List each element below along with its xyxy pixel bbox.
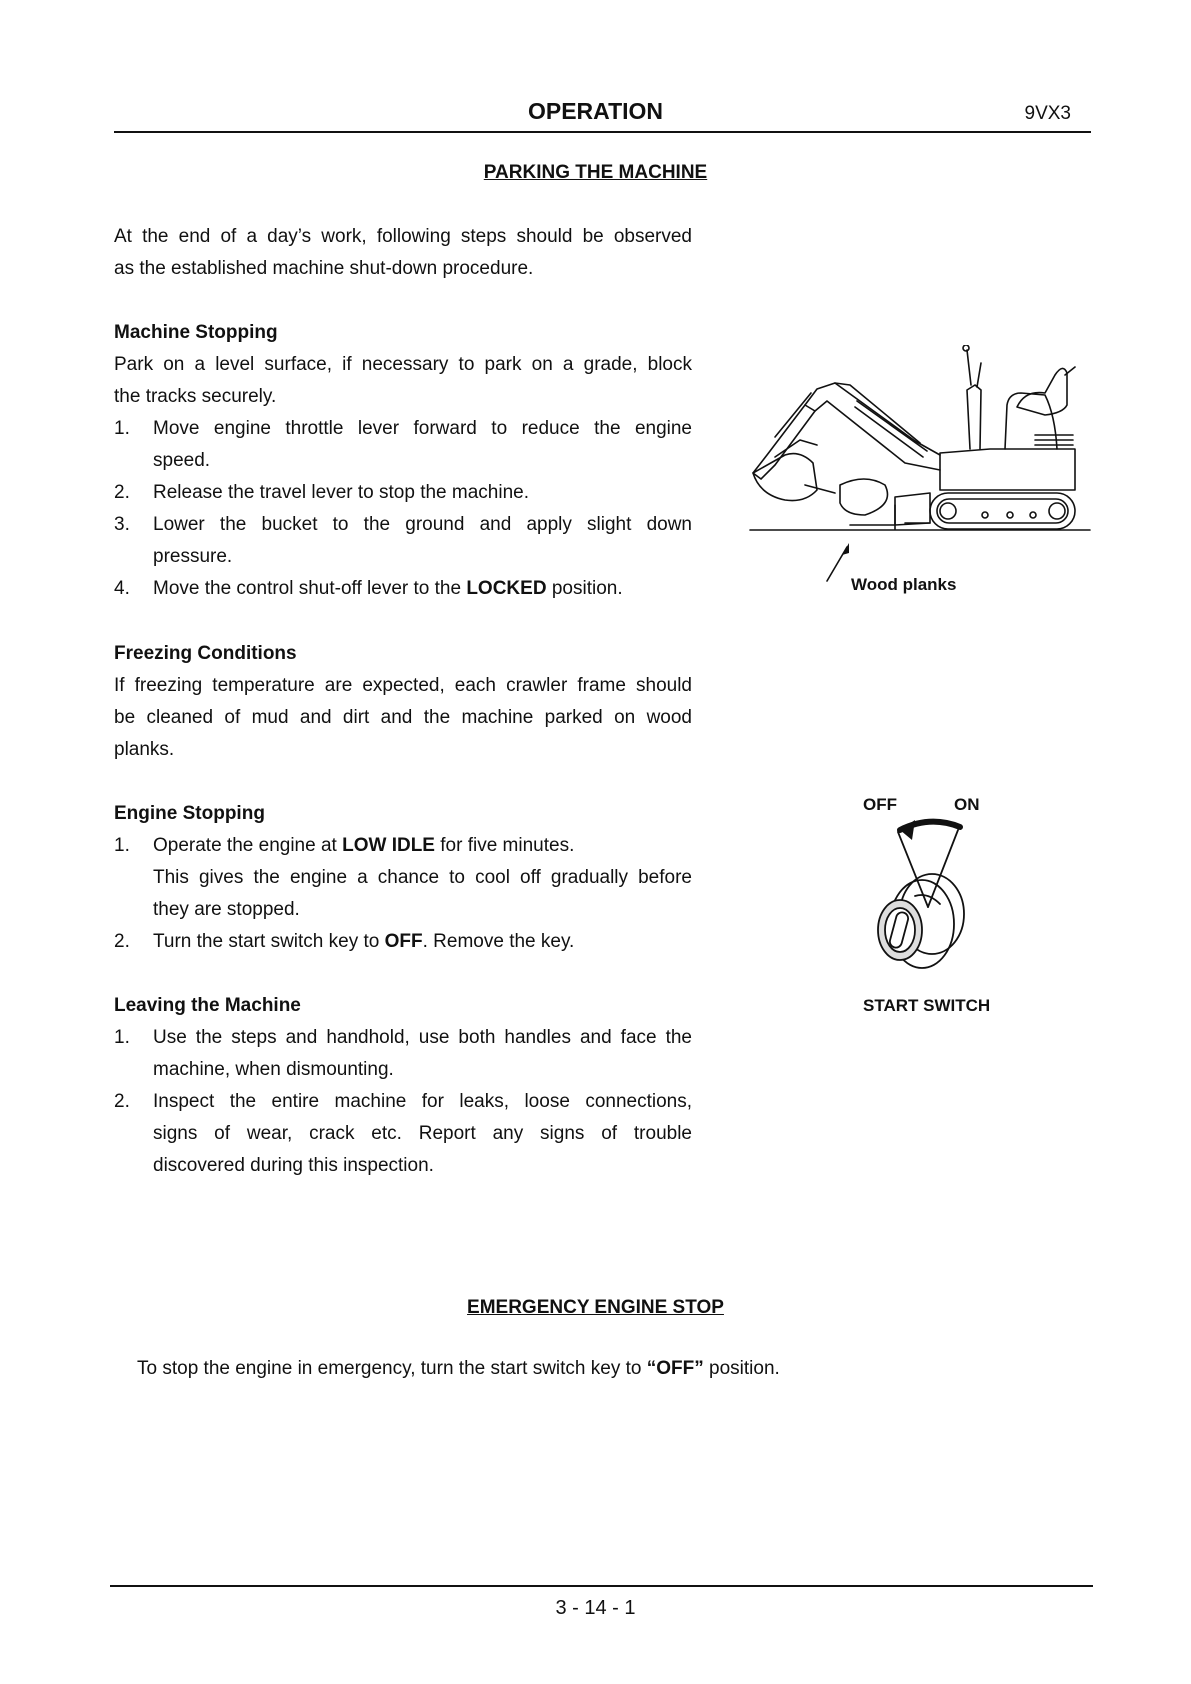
leaving-machine-heading: Leaving the Machine: [114, 995, 301, 1016]
step-text: Move engine throttle lever forward to reduce the engine: [153, 418, 692, 439]
locked-keyword: LOCKED: [466, 578, 547, 599]
step-text: [153, 573, 623, 605]
step-text-cont: pressure.: [153, 546, 233, 567]
step-number: 1.: [114, 418, 130, 439]
emergency-text-pre: To stop the engine in emergency, turn the start switch key to: [137, 1358, 647, 1379]
step-text-cont: This gives the engine a chance to cool off gradually before: [153, 867, 692, 888]
step-number: 4.: [114, 578, 130, 599]
switch-off-label: OFF: [863, 795, 897, 814]
step-text: Lower the bucket to the ground and apply slight down: [153, 514, 692, 535]
start-switch-illustration: [860, 812, 995, 982]
footer-rule: [110, 1585, 1093, 1587]
step-text-pre: Move the control shut-off lever to the: [153, 578, 467, 599]
header-rule: [114, 131, 1091, 133]
emergency-section-title: EMERGENCY ENGINE STOP: [467, 1297, 724, 1318]
step-text: Use the steps and handhold, use both handles and face the: [153, 1027, 692, 1048]
step-text-cont: machine, when dismounting.: [153, 1059, 394, 1080]
step-number: 2.: [114, 482, 130, 503]
step-text-cont: they are stopped.: [153, 899, 300, 920]
machine-stopping-line-2: the tracks securely.: [114, 386, 277, 407]
intro-line-1: At the end of a day’s work, following steps should be observed: [114, 226, 692, 247]
step-number: 3.: [114, 514, 130, 535]
page-title: OPERATION: [527, 98, 664, 124]
freezing-conditions-heading: Freezing Conditions: [114, 643, 297, 664]
step-text: Inspect the entire machine for leaks, loose connections,: [153, 1091, 692, 1112]
step-text-pre: Turn the start switch key to: [153, 931, 385, 952]
low-idle-keyword: LOW IDLE: [342, 835, 435, 856]
engine-stopping-heading: Engine Stopping: [114, 803, 265, 824]
mini-excavator-illustration: [745, 345, 1100, 590]
step-text-post: for five minutes.: [434, 835, 575, 856]
page-number: 3 - 14 - 1: [555, 1597, 636, 1619]
step-number: 1.: [114, 835, 130, 856]
step-text: [153, 830, 574, 862]
step-number: 2.: [114, 931, 130, 952]
off-keyword: “OFF”: [646, 1358, 704, 1379]
machine-stopping-heading: Machine Stopping: [114, 322, 278, 343]
intro-line-2: as the established machine shut-down procedure.: [114, 258, 534, 279]
freezing-line-2: be cleaned of mud and dirt and the machine parked on wood: [114, 707, 692, 728]
step-text-post: . Remove the key.: [422, 931, 575, 952]
wood-planks-label: Wood planks: [851, 575, 957, 594]
machine-stopping-line-1: Park on a level surface, if necessary to park on a grade, block: [114, 354, 692, 375]
step-text-pre: Operate the engine at: [153, 835, 343, 856]
step-text-cont: speed.: [153, 450, 211, 471]
step-number: 1.: [114, 1027, 130, 1048]
off-keyword: OFF: [384, 931, 423, 952]
freezing-line-3: planks.: [114, 739, 175, 760]
switch-on-label: ON: [954, 795, 980, 814]
start-switch-label: START SWITCH: [863, 996, 991, 1015]
model-code: 9VX3: [1024, 103, 1071, 124]
emergency-text-post: position.: [703, 1358, 780, 1379]
emergency-text: [137, 1353, 780, 1385]
step-text-cont: discovered during this inspection.: [153, 1155, 434, 1176]
step-text-cont: signs of wear, crack etc. Report any signs of trouble: [153, 1123, 692, 1144]
step-number: 2.: [114, 1091, 130, 1112]
step-text: Release the travel lever to stop the machine.: [153, 482, 529, 503]
step-text: [153, 926, 574, 958]
parking-section-title: PARKING THE MACHINE: [483, 162, 708, 183]
freezing-line-1: If freezing temperature are expected, each crawler frame should: [114, 675, 692, 696]
step-text-post: position.: [546, 578, 623, 599]
